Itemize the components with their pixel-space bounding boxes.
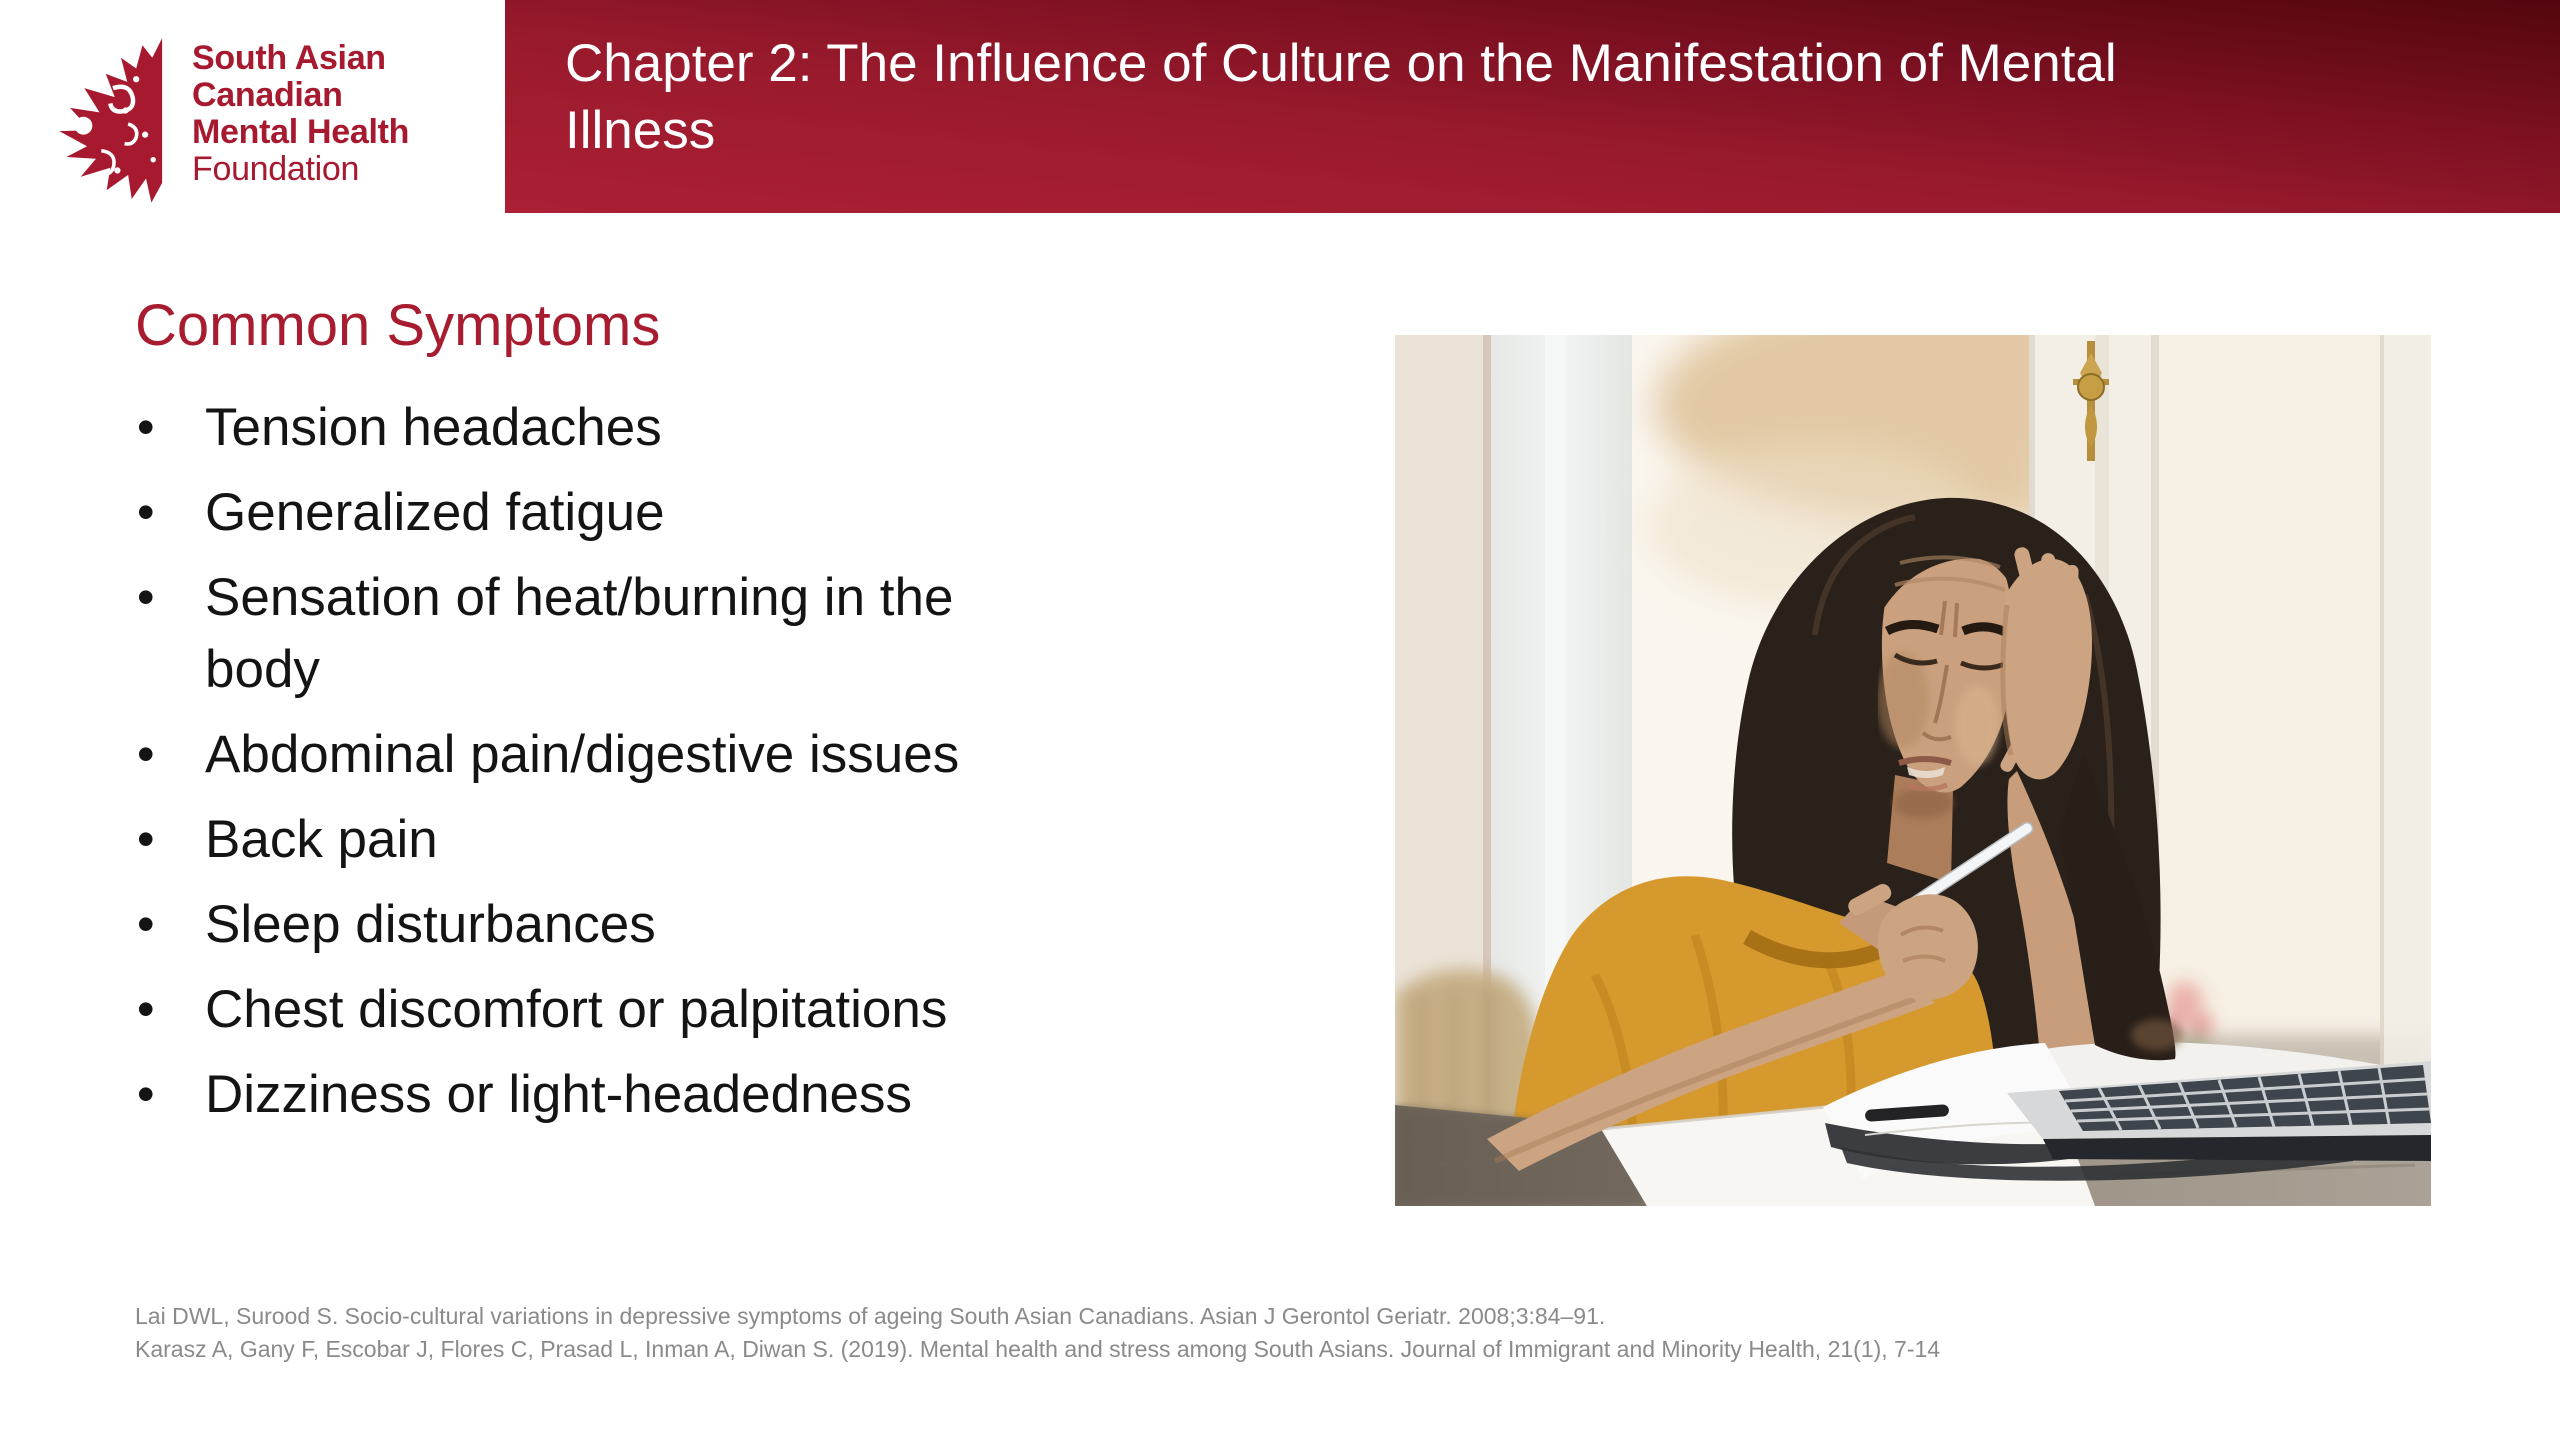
title-banner xyxy=(505,0,2560,213)
symptom-item: • Back pain xyxy=(135,804,980,876)
symptom-item: • Sleep disturbances xyxy=(135,889,980,961)
stock-photo-woman-headache xyxy=(1395,335,2431,1206)
symptom-item: • Tension headaches xyxy=(135,392,980,464)
citation-line: Karasz A, Gany F, Escobar J, Flores C, Prasad L, Inman A, Diwan S. (2019). Mental health and stress among South Asians. Journal of Immigrant and Minority Health, 21(1), 7-14 xyxy=(135,1336,1941,1362)
citations xyxy=(135,1300,2465,1366)
symptom-list xyxy=(135,392,980,1144)
symptom-item: • Generalized fatigue xyxy=(135,477,980,549)
logo xyxy=(0,0,505,213)
logo-line-4: Foundation xyxy=(192,150,360,188)
symptom-item: • Dizziness or light-headedness xyxy=(135,1059,980,1131)
logo-line-3: Mental Health xyxy=(192,113,410,151)
slide-title: Chapter 2: The Influence of Culture on the Manifestation of Mental Illness xyxy=(565,34,2117,160)
logo-line-2: Canadian xyxy=(192,76,343,114)
symptom-item: • Sensation of heat/burning in the body xyxy=(135,562,980,706)
symptom-item: • Abdominal pain/digestive issues xyxy=(135,719,980,791)
citation-line: Lai DWL, Surood S. Socio-cultural variations in depressive symptoms of ageing South Asian Canadians. Asian J Gerontol Geriatr. 2008;3:84–91. xyxy=(135,1303,1606,1329)
maple-leaf-logo-icon xyxy=(28,24,180,206)
logo-text xyxy=(192,40,409,188)
symptom-item: • Chest discomfort or palpitations xyxy=(135,974,980,1046)
logo-line-1: South Asian xyxy=(192,39,386,77)
section-heading: Common Symptoms xyxy=(135,293,661,358)
